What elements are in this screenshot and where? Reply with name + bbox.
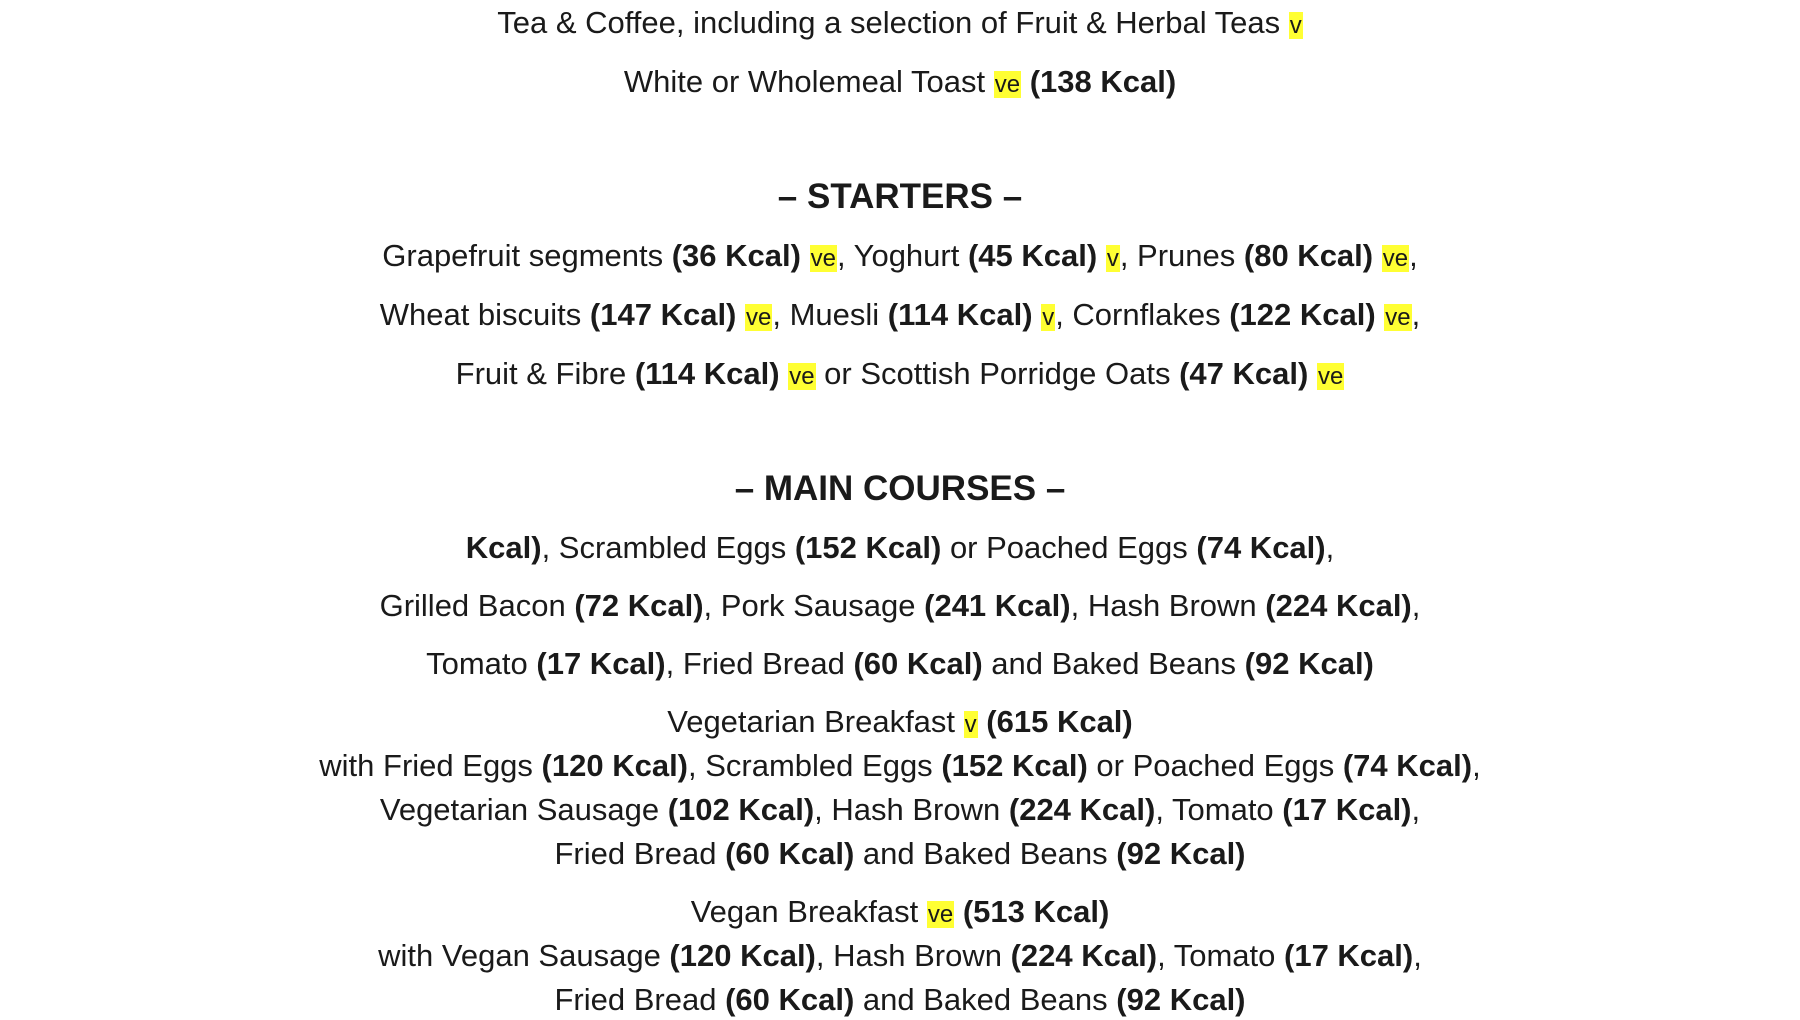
menu-text xyxy=(780,356,789,391)
calorie-value: (152 Kcal) xyxy=(794,530,942,565)
menu-line xyxy=(0,586,1800,626)
menu-text: with Fried Eggs xyxy=(319,748,542,783)
menu-text: Vegetarian Breakfast xyxy=(667,704,964,739)
calorie-value: (92 Kcal) xyxy=(1116,836,1246,871)
calorie-value: (120 Kcal) xyxy=(669,938,816,973)
vegan-tag: ve xyxy=(1385,304,1411,331)
menu-line xyxy=(0,834,1800,874)
menu-text: , Scrambled Eggs xyxy=(688,748,942,783)
calorie-value: (17 Kcal) xyxy=(1282,792,1412,827)
menu-text: , xyxy=(1411,588,1421,623)
menu-text: White or Wholemeal Toast xyxy=(623,64,994,99)
menu-line xyxy=(0,62,1800,105)
vegan-tag: ve xyxy=(994,71,1021,98)
menu-text: Tomato xyxy=(426,646,537,681)
menu-text: or Scottish Porridge Oats xyxy=(815,356,1180,391)
menu-text: or Poached Eggs xyxy=(1087,748,1343,783)
menu-text: with Vegan Sausage xyxy=(378,938,670,973)
menu-text: , Fried Bread xyxy=(665,646,854,681)
menu-text: , Scrambled Eggs xyxy=(541,530,795,565)
menu-text: , xyxy=(1409,238,1418,273)
menu-text xyxy=(736,297,745,332)
menu-line xyxy=(0,790,1800,830)
vegan-tag: ve xyxy=(746,304,772,331)
vegetarian-tag: v xyxy=(1106,245,1119,272)
section-heading xyxy=(0,177,1800,217)
calorie-value: Kcal) xyxy=(465,530,542,565)
vegetarian-tag: v xyxy=(1289,12,1302,39)
menu-text: , xyxy=(1325,530,1335,565)
menu-text xyxy=(978,704,987,739)
calorie-value: (114 Kcal) xyxy=(634,356,780,391)
calorie-value: (60 Kcal) xyxy=(853,646,983,681)
menu-text xyxy=(1308,356,1317,391)
vegan-tag: ve xyxy=(810,245,836,272)
menu-text: , xyxy=(1413,938,1422,973)
calorie-value: (114 Kcal) xyxy=(887,297,1033,332)
menu-text: Fruit & Fibre xyxy=(455,356,635,391)
menu-line xyxy=(0,702,1800,745)
calorie-value: (17 Kcal) xyxy=(536,646,666,681)
menu-text: , Tomato xyxy=(1155,792,1283,827)
calorie-value: (45 Kcal) xyxy=(967,238,1098,273)
menu-text: and Baked Beans xyxy=(854,982,1117,1017)
menu-text: Grapefruit segments xyxy=(382,238,672,273)
heading-text: – MAIN COURSES – xyxy=(734,469,1066,508)
calorie-value: (224 Kcal) xyxy=(1008,792,1156,827)
vegan-tag: ve xyxy=(789,363,815,390)
calorie-value: (120 Kcal) xyxy=(541,748,689,783)
calorie-value: (60 Kcal) xyxy=(725,836,855,871)
calorie-value: (138 Kcal) xyxy=(1029,64,1177,99)
calorie-value: (147 Kcal) xyxy=(589,297,737,332)
calorie-value: (74 Kcal) xyxy=(1342,748,1473,783)
menu-text xyxy=(1033,297,1042,332)
menu-text: Wheat biscuits xyxy=(379,297,590,332)
menu-text: Fried Bread xyxy=(554,836,726,871)
calorie-value: (72 Kcal) xyxy=(574,588,704,623)
calorie-value: (513 Kcal) xyxy=(962,894,1110,929)
menu-text: Grilled Bacon xyxy=(379,588,575,623)
menu-text: Vegan Breakfast xyxy=(690,894,927,929)
calorie-value: (241 Kcal) xyxy=(924,588,1071,623)
calorie-value: (92 Kcal) xyxy=(1116,982,1246,1017)
menu-line xyxy=(0,746,1800,786)
calorie-value: (224 Kcal) xyxy=(1010,938,1158,973)
menu-line xyxy=(0,528,1800,568)
section-heading xyxy=(0,469,1800,509)
calorie-value: (122 Kcal) xyxy=(1229,297,1376,332)
menu-text: and Baked Beans xyxy=(982,646,1245,681)
menu-text: , Hash Brown xyxy=(1070,588,1266,623)
menu-line xyxy=(0,354,1800,397)
menu-text: and Baked Beans xyxy=(854,836,1117,871)
calorie-value: (17 Kcal) xyxy=(1284,938,1414,973)
menu-line xyxy=(0,236,1800,279)
calorie-value: (60 Kcal) xyxy=(725,982,855,1017)
calorie-value: (36 Kcal) xyxy=(671,238,801,273)
calorie-value: (102 Kcal) xyxy=(667,792,815,827)
menu-text: , xyxy=(1411,792,1421,827)
menu-text xyxy=(954,894,963,929)
menu-text: , Yoghurt xyxy=(836,238,968,273)
menu-line xyxy=(0,3,1800,46)
menu-text: Vegetarian Sausage xyxy=(379,792,668,827)
menu-line xyxy=(0,295,1800,338)
menu-text: , Cornflakes xyxy=(1055,297,1230,332)
calorie-value: (74 Kcal) xyxy=(1196,530,1326,565)
menu-text xyxy=(1373,238,1382,273)
vegetarian-tag: v xyxy=(1042,304,1055,331)
menu-text: Fried Bread xyxy=(554,982,726,1017)
menu-line xyxy=(0,980,1800,1020)
menu-text: , Prunes xyxy=(1119,238,1244,273)
menu-text: , Hash Brown xyxy=(815,938,1011,973)
menu-text xyxy=(1376,297,1385,332)
menu-text: , Tomato xyxy=(1157,938,1284,973)
menu-text xyxy=(1097,238,1106,273)
menu-text: or Poached Eggs xyxy=(941,530,1197,565)
vegan-tag: ve xyxy=(1317,363,1344,390)
menu-text: , Hash Brown xyxy=(814,792,1009,827)
menu-text: Tea & Coffee, including a selection of Fruit & Herbal Teas xyxy=(497,5,1289,40)
menu-text: , xyxy=(1411,297,1421,332)
calorie-value: (615 Kcal) xyxy=(986,704,1133,739)
calorie-value: (80 Kcal) xyxy=(1243,238,1374,273)
menu-text: , xyxy=(1472,748,1481,783)
menu-line xyxy=(0,892,1800,935)
calorie-value: (92 Kcal) xyxy=(1244,646,1374,681)
menu-text xyxy=(801,238,810,273)
menu-text: , Muesli xyxy=(772,297,888,332)
vegan-tag: ve xyxy=(927,901,954,928)
calorie-value: (47 Kcal) xyxy=(1179,356,1309,391)
vegetarian-tag: v xyxy=(964,711,977,738)
menu-line xyxy=(0,936,1800,976)
calorie-value: (224 Kcal) xyxy=(1265,588,1412,623)
heading-text: – STARTERS – xyxy=(777,177,1023,216)
vegan-tag: ve xyxy=(1382,245,1409,272)
menu-line xyxy=(0,644,1800,684)
menu-text xyxy=(1021,64,1030,99)
calorie-value: (152 Kcal) xyxy=(941,748,1088,783)
menu-text: , Pork Sausage xyxy=(703,588,925,623)
